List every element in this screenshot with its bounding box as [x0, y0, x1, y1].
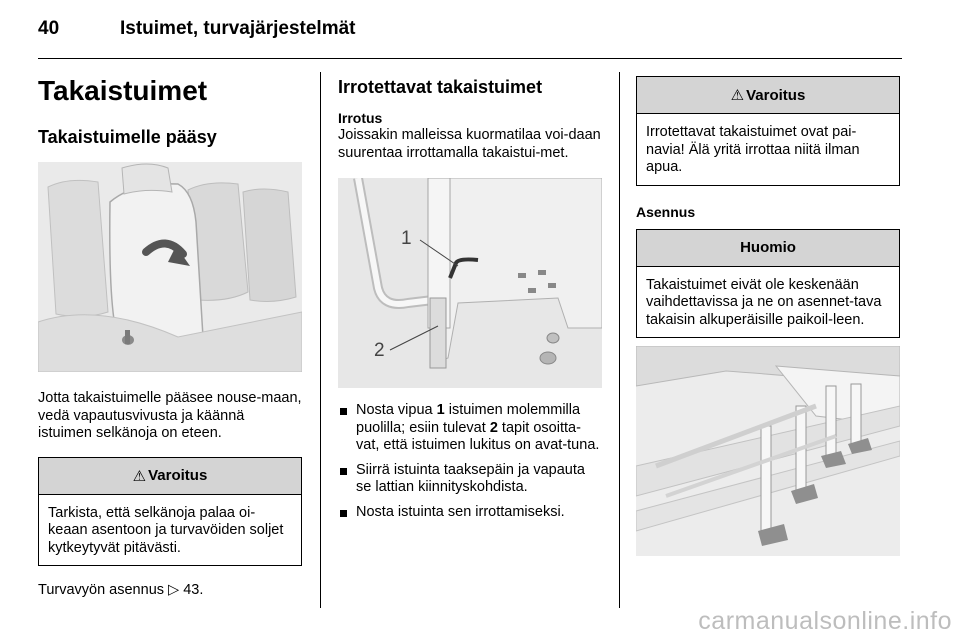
section-title: Takaistuimet — [38, 75, 208, 106]
bullet-icon — [340, 510, 347, 517]
page-header — [38, 18, 902, 44]
column-divider-1 — [320, 72, 321, 608]
column-2 — [338, 72, 602, 528]
warning-text: Irrotettavat takaistuimet ovat pai-navia! Älä yritä irrottaa niitä ilman apua. — [646, 124, 860, 175]
note-box — [636, 229, 900, 339]
seat-installation-illustration — [636, 346, 900, 556]
running-title: Istuimet, turvajärjestelmät — [120, 18, 356, 39]
removable-seats-title: Irrotettavat takaistuimet — [338, 77, 543, 97]
list-item: Nosta istuinta sen irrottamiseksi. — [338, 504, 602, 522]
rear-seat-access-figure — [38, 162, 302, 372]
note-text: Takaistuimet eivät ole keskenään vaihdettavissa ja ne on asennet-tava takaisin alkuperäisille paikoil-leen. — [646, 276, 882, 328]
page-reference-icon: ▷ — [168, 582, 180, 598]
intro-paragraph: Jotta takaistuimelle pääsee nouse-maan, vedä vapautusvivusta ja käännä istuimen selkänoja on eteen. — [38, 390, 302, 441]
callout-label-1: 1 — [401, 228, 412, 249]
page-reference-link[interactable]: 43. — [183, 582, 204, 598]
warning-label: Varoitus — [148, 467, 208, 484]
installation-subheading: Asennus — [636, 203, 696, 220]
bullet-icon — [340, 468, 347, 475]
warning-text: Tarkista, että selkänoja palaa oi-keaan asentoon ja turvavöiden soljet kytkeytyvät pitävästi. — [48, 504, 284, 556]
warning-box-2 — [636, 76, 900, 186]
list-item: Nosta vipua 1 istuimen molemmilla puolilla; esiin tulevat 2 tapit osoitta-vat, että istuimen lukitus on avat-tuna. — [338, 402, 602, 455]
warning-label: Varoitus — [746, 86, 806, 104]
column-1 — [38, 72, 302, 600]
note-label: Huomio — [637, 230, 899, 267]
header-rule — [38, 58, 902, 59]
removal-subheading: Irrotus — [338, 110, 383, 126]
column-divider-2 — [619, 72, 620, 608]
column-3 — [636, 72, 900, 556]
warning-icon: ⚠ — [132, 467, 147, 485]
removal-intro: Joissakin malleissa kuormatilaa voi-daan suurentaa irrottamalla takaistui-met. — [338, 127, 601, 161]
bullet-icon — [340, 408, 347, 415]
warning-icon: ⚠ — [730, 87, 745, 104]
seat-installation-figure — [636, 346, 900, 556]
section-subtitle: Takaistuimelle pääsy — [38, 127, 217, 147]
seat-lever-figure — [338, 178, 602, 388]
list-item: Siirrä istuinta taaksepäin ja vapauta se lattian kiinnityskohdista. — [338, 462, 602, 497]
page-number: 40 — [38, 18, 60, 39]
warning-box — [38, 457, 302, 567]
seatbelt-reference: Turvavyön asennus ▷ 43. — [38, 582, 204, 598]
rear-seat-illustration — [38, 162, 302, 372]
watermark: carmanualsonline.info — [698, 607, 952, 635]
removal-steps-list — [338, 402, 602, 521]
callout-label-2: 2 — [374, 340, 385, 361]
